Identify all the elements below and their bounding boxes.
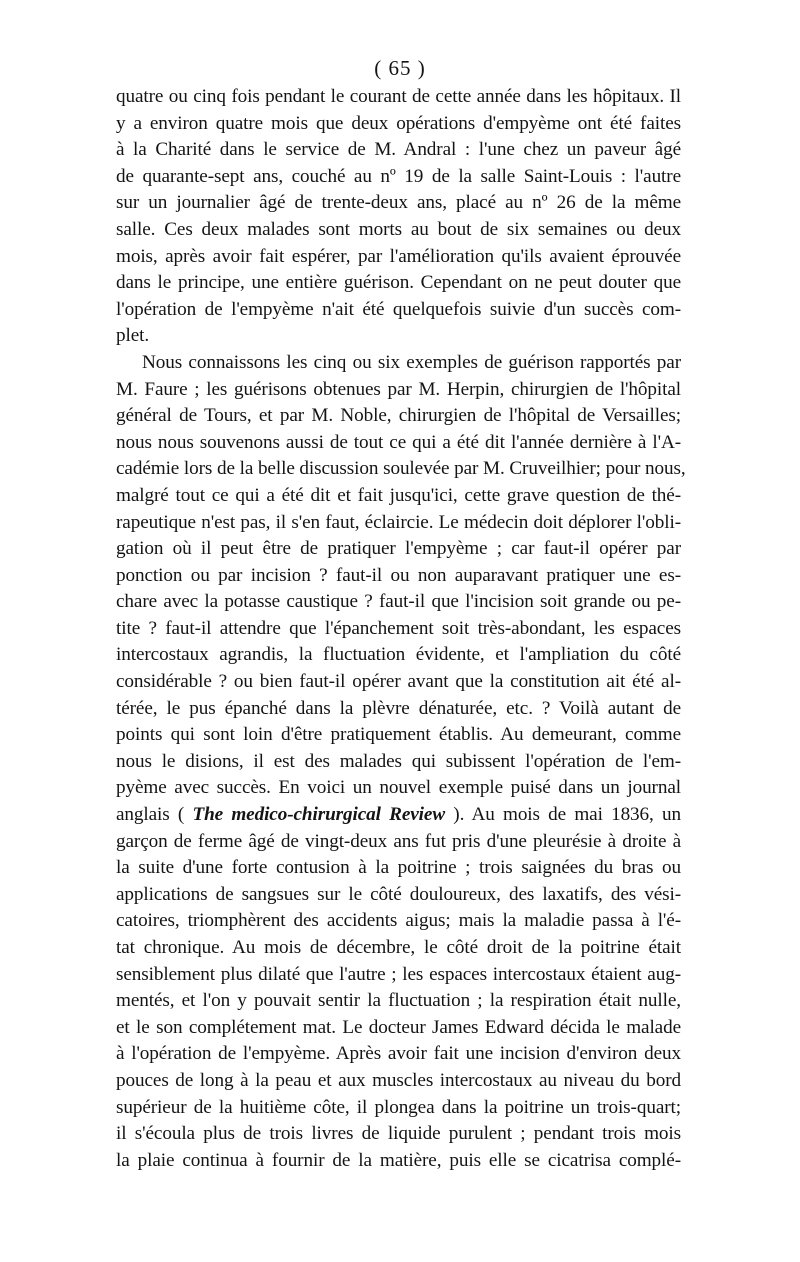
- text-line: chare avec la potasse caustique ? faut-il que l'incision soit grande ou pe-: [116, 591, 681, 613]
- text-line: nous le disions, il est des malades qui subissent l'opération de l'em-: [116, 750, 681, 772]
- text-line: ponction ou par incision ? faut-il ou non auparavant pratiquer une es-: [116, 564, 681, 586]
- text-line: mentés, et l'on y pouvait sentir la fluctuation ; la respiration était nulle,: [116, 990, 681, 1012]
- text-line: cadémie lors de la belle discussion soulevée par M. Cruveilhier; pour nous,: [116, 458, 686, 480]
- text-line: la plaie continua à fournir de la matière, puis elle se cicatrisa complé-: [116, 1149, 681, 1171]
- text-line: points qui sont loin d'être pratiquement établis. Au demeurant, comme: [116, 724, 681, 746]
- text-line: rapeutique n'est pas, il s'en faut, éclaircie. Le médecin doit déplorer l'obli-: [116, 511, 681, 533]
- text-line: à la Charité dans le service de M. Andral : l'une chez un paveur âgé: [116, 139, 681, 161]
- citation-prefix: anglais (: [116, 804, 193, 826]
- text-line: il s'écoula plus de trois livres de liquide purulent ; pendant trois mois: [116, 1123, 681, 1145]
- text-line: applications de sangsues sur le côté douloureux, des laxatifs, des vési-: [116, 883, 681, 905]
- text-line: supérieur de la huitième côte, il plongea dans la poitrine un trois-quart;: [116, 1096, 681, 1118]
- text-line: tite ? faut-il attendre que l'épanchement soit très-abondant, les espaces: [116, 617, 681, 639]
- text-line: dans le principe, une entière guérison. Cependant on ne peut douter que: [116, 272, 681, 294]
- page-number: ( 65 ): [374, 56, 426, 80]
- citation-suffix: ). Au mois de mai 1836, un: [445, 804, 681, 826]
- text-line: nous nous souvenons aussi de tout ce qui a été dit l'année dernière à l'A-: [116, 431, 681, 453]
- journal-citation-line: [116, 802, 681, 829]
- text-line: malgré tout ce qui a été dit et fait jusqu'ici, cette grave question de thé-: [116, 484, 681, 506]
- text-line: la suite d'une forte contusion à la poitrine ; trois saignées du bras ou: [116, 857, 681, 879]
- text-line: de quarante-sept ans, couché au nº 19 de la salle Saint-Louis : l'autre: [116, 165, 681, 187]
- paragraph-2: [116, 350, 686, 1174]
- body-text: [116, 84, 686, 1174]
- text-line: mois, après avoir fait espérer, par l'amélioration qu'ils avaient éprouvée: [116, 245, 681, 267]
- text-line: pouces de long à la peau et aux muscles intercostaux au niveau du bord: [116, 1069, 681, 1091]
- text-line: l'opération de l'empyème n'ait été quelquefois suivie d'un succès com-: [116, 298, 681, 320]
- text-line: plet.: [116, 325, 150, 347]
- text-line: Nous connaissons les cinq ou six exemples de guérison rapportés par: [142, 351, 681, 373]
- text-line: y a environ quatre mois que deux opérations d'empyème ont été faites: [116, 112, 681, 134]
- text-line: sensiblement plus dilaté que l'autre ; les espaces intercostaux étaient aug-: [116, 963, 681, 985]
- text-line: salle. Ces deux malades sont morts au bout de six semaines ou deux: [116, 218, 681, 240]
- text-line: intercostaux agrandis, la fluctuation évidente, et l'ampliation du côté: [116, 644, 681, 666]
- text-line: sur un journalier âgé de trente-deux ans, placé au nº 26 de la même: [116, 192, 681, 214]
- text-line: gation où il peut être de pratiquer l'empyème ; car faut-il opérer par: [116, 538, 681, 560]
- text-line: et le son complétement mat. Le docteur James Edward décida le malade: [116, 1016, 681, 1038]
- text-line: quatre ou cinq fois pendant le courant de cette année dans les hôpitaux. Il: [116, 86, 681, 107]
- text-line: pyème avec succès. En voici un nouvel exemple puisé dans un journal: [116, 777, 681, 799]
- text-line: à l'opération de l'empyème. Après avoir fait une incision d'environ deux: [116, 1043, 681, 1065]
- paragraph-1: [116, 84, 681, 350]
- text-line: térée, le pus épanché dans la plèvre dénaturée, etc. ? Voilà autant de: [116, 697, 681, 719]
- text-line: catoires, triomphèrent des accidents aigus; mais la maladie passa à l'é-: [116, 910, 681, 932]
- text-line: tat chronique. Au mois de décembre, le côté droit de la poitrine était: [116, 937, 681, 958]
- text-line: M. Faure ; les guérisons obtenues par M. Herpin, chirurgien de l'hôpital: [116, 378, 681, 400]
- journal-title: The medico-chirurgical Review: [192, 804, 446, 826]
- text-line: garçon de ferme âgé de vingt-deux ans fut pris d'une pleurésie à droite à: [116, 830, 681, 852]
- text-line: général de Tours, et par M. Noble, chirurgien de l'hôpital de Versailles;: [116, 405, 681, 427]
- text-line: considérable ? ou bien faut-il opérer avant que la constitution ait été al-: [116, 671, 681, 693]
